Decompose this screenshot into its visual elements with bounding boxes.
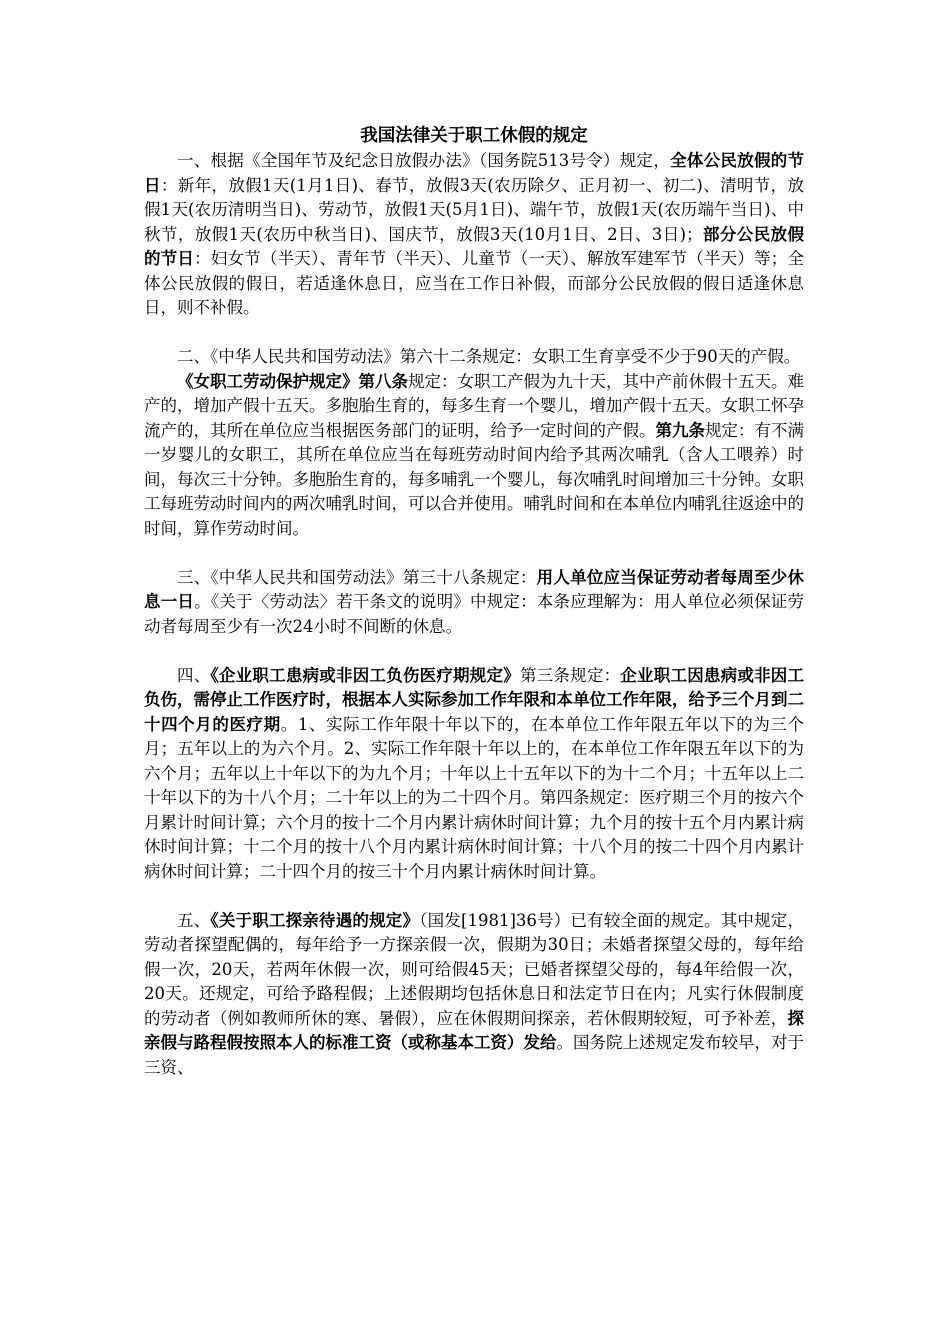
text-run: 二、《中华人民共和国劳动法》第六十二条规定：女职工生育享受不少于90天的产假。 [177, 347, 801, 366]
paragraph-gap [144, 639, 804, 664]
paragraph-gap [144, 884, 804, 909]
text-run: ：妇女节（半天）、青年节（半天）、儿童节（一天）、解放军建军节（半天）等；全体公民放假的假日，若适逢休息日，应当在工作日补假，而部分公民放假的假日适逢休息日，则不补假。 [144, 249, 805, 317]
section-1-paragraph [144, 149, 804, 321]
text-run: 四、 [177, 665, 211, 685]
section-4-paragraph [144, 664, 804, 885]
document-body [144, 124, 804, 1080]
bold-run: 探亲假与路程假按照本人的标准工资（或称基本工资）发给 [144, 1008, 804, 1052]
bold-run: 《关于职工探亲待遇的规定》 [210, 910, 420, 930]
bold-run: 部分公民放假的节日 [144, 224, 805, 268]
text-run: 第三条规定： [519, 665, 621, 685]
bold-run: 用人单位应当保证劳动者每周至少休息一日 [144, 567, 805, 611]
section-2-sub-paragraph [144, 370, 804, 542]
bold-run: 第九条 [655, 420, 705, 440]
text-run: （国发[1981]36号）已有较全面的规定。其中规定，劳动者探望配偶的，每年给予一方探亲假一次，假期为30日；未婚者探望父母的，每年给假一次，20天，若两年休假一次，则可给假45天；已婚者探望父母的，每4年给假一次，20天。还规定，可给予路程假；上述假期均包括休息日和法定节日在内；凡实行休假制度的劳动者（例如教师所休的寒、暑假），应在休假期间探亲，若休假期较短，可予补差， [144, 910, 805, 1028]
paragraph-gap [144, 321, 804, 346]
paragraph-gap [144, 541, 804, 566]
bold-run: 《女职工劳动保护规定》第八条 [177, 371, 408, 391]
bold-run: 全体公民放假的节日 [144, 151, 805, 195]
text-run: 三、《中华人民共和国劳动法》第三十八条规定： [177, 567, 537, 587]
text-run: 五、 [177, 910, 211, 930]
text-run: 规定：女职工产假为九十天，其中产前休假十五天。难产的，增加产假十五天。多胞胎生育的，每多生育一个婴儿，增加产假十五天。女职工怀孕流产的，其所在单位应当根据医务部门的证明，给予一定时间的产假。 [144, 371, 804, 440]
text-run: 。1、实际工作年限十年以下的，在本单位工作年限五年以下的为三个月；五年以上的为六个月。2、实际工作年限十年以上的，在本单位工作年限五年以下的为六个月；五年以上十年以下的为九个月；十年以上十五年以下的为十二个月；十五年以上二十年以下的为十八个月；二十年以上的为二十四个月。第四条规定：医疗期三个月的按六个月累计时间计算；六个月的按十二个月内累计病休时间计算；九个月的按十五个月内累计病休时间计算；十二个月的按十八个月内累计病休时间计算；十八个月的按二十四个月内累计病休时间计算；二十四个月的按三十个月内累计病休时间计算。 [144, 714, 805, 881]
section-2-paragraph [144, 345, 804, 370]
document-title: 我国法律关于职工休假的规定 [360, 126, 588, 146]
section-3-paragraph [144, 566, 804, 640]
bold-run: 企业职工因患病或非因工负伤，需停止工作医疗时，根据本人实际参加工作年限和本单位工作年限，给予三个月到二十四个月的医疗期 [144, 665, 805, 734]
text-run: 。国务院上述规定发布较早，对于三资、 [144, 1033, 804, 1077]
text-run: 规定：有不满一岁婴儿的女职工，其所在单位应当在每班劳动时间内给予其两次哺乳（含人工喂养）时间，每次三十分钟。多胞胎生育的，每多哺乳一个婴儿，每次哺乳时间增加三十分钟。女职工每班劳动时间内的两次哺乳时间，可以合并使用。哺乳时间和在本单位内哺乳往返途中的时间，算作劳动时间。 [144, 420, 804, 538]
text-run: 一、根据《全国年节及纪念日放假办法》（国务院513号令）规定， [177, 151, 671, 170]
text-run: 。《关于〈劳动法〉若干条文的说明》中规定：本条应理解为：用人单位必须保证劳动者每周至少有一次24小时不间断的休息。 [144, 592, 805, 636]
bold-run: 《企业职工患病或非因工负伤医疗期规定》 [210, 665, 520, 685]
text-run: ：新年，放假1天(1月1日)、春节，放假3天(农历除夕、正月初一、初二)、清明节，放假1天(农历清明当日)、劳动节，放假1天(5月1日)、端午节，放假1天(农历端午当日)、中秋节，放假1天(农历中秋当日)、国庆节，放假3天(10月1日、2日、3日)； [144, 175, 805, 244]
section-5-paragraph [144, 909, 804, 1081]
